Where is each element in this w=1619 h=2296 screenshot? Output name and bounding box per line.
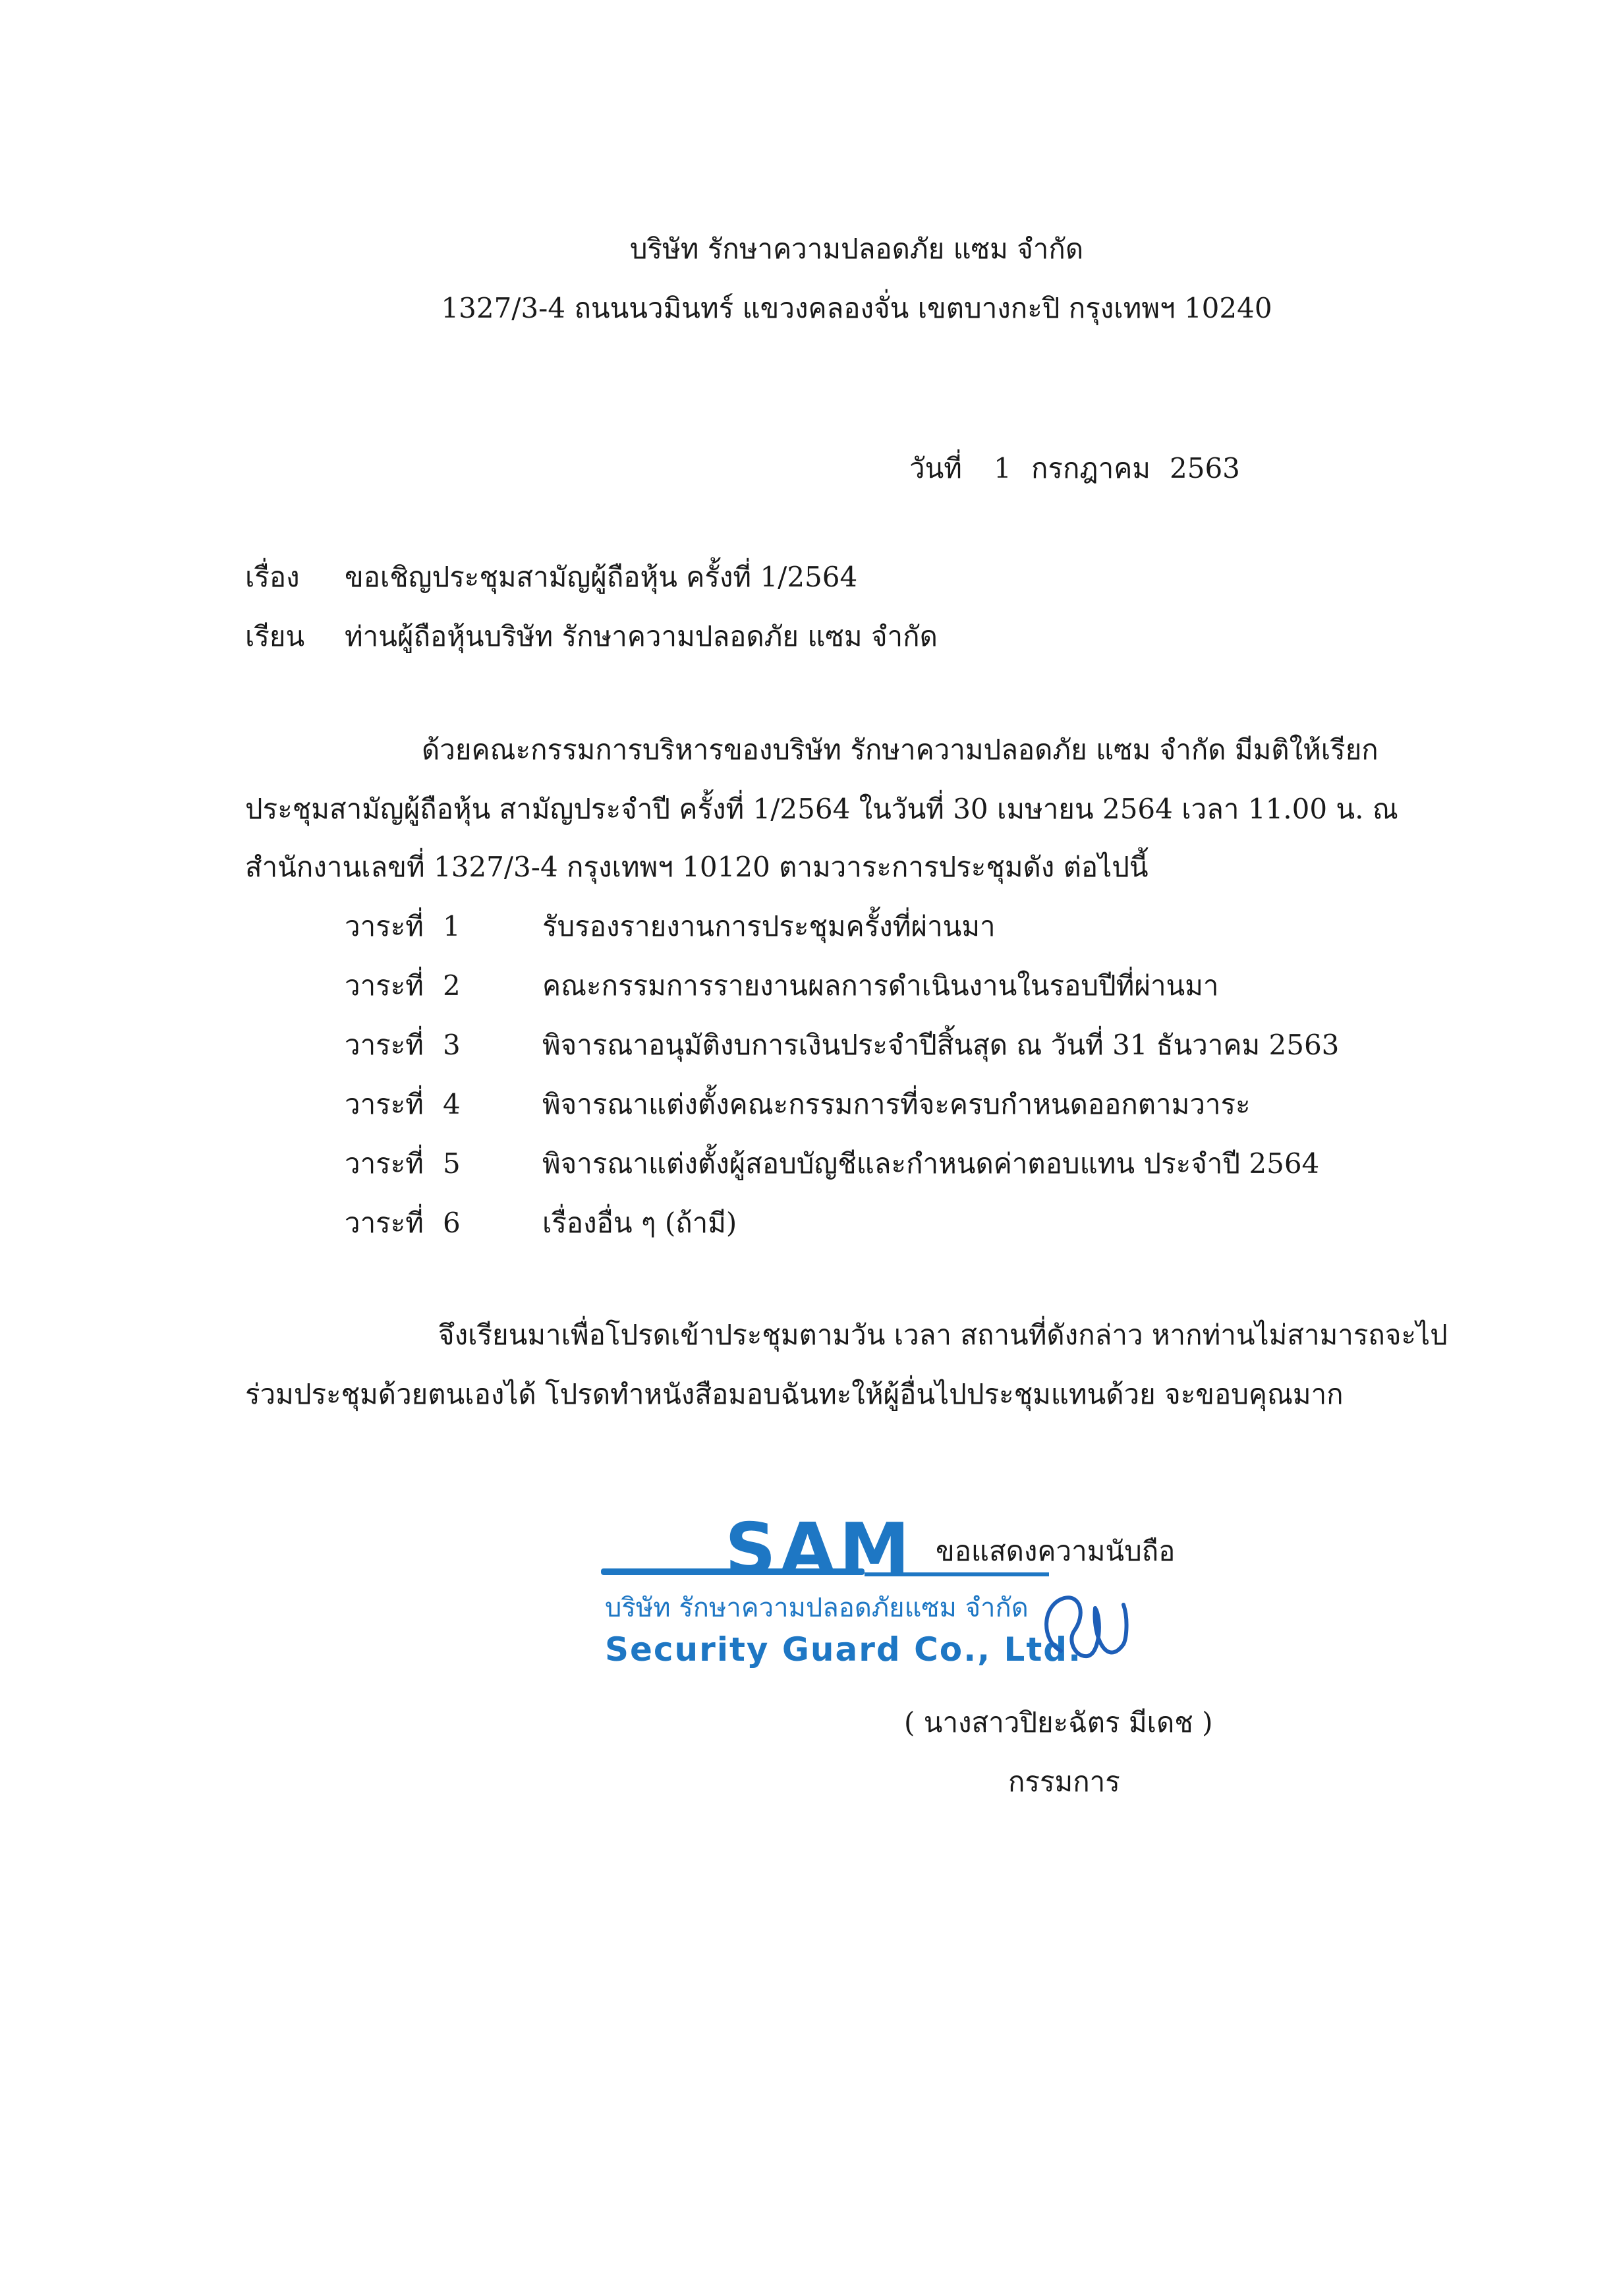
stamp-english-name: Security Guard Co., Ltd. [605, 1630, 1083, 1669]
date-label: วันที่ [909, 452, 962, 484]
agenda-number: 2 [443, 969, 461, 1002]
agenda-label: วาระที่ [345, 1207, 424, 1239]
recipient-label: เรียน [245, 620, 305, 652]
agenda-number: 4 [443, 1088, 461, 1120]
stamp-logo: SAM [725, 1508, 914, 1591]
agenda-label: วาระที่ [345, 1029, 424, 1061]
agenda-label: วาระที่ [345, 910, 424, 942]
company-address: 1327/3-4 ถนนนวมินทร์ แขวงคลองจั่น เขตบางกะปิ กรุงเทพฯ 10240 [441, 292, 1272, 324]
agenda-number: 5 [443, 1147, 461, 1180]
recipient-text: ท่านผู้ถือหุ้นบริษัท รักษาความปลอดภัย แซม จำกัด [345, 620, 938, 652]
regards-text: ขอแสดงความนับถือ [936, 1535, 1176, 1567]
agenda-label: วาระที่ [345, 1147, 424, 1180]
agenda-item-text: คณะกรรมการรายงานผลการดำเนินงานในรอบปีที่ผ่านมา [542, 969, 1219, 1002]
body-paragraph-line: ประชุมสามัญผู้ถือหุ้น สามัญประจำปี ครั้งที่ 1/2564 ในวันที่ 30 เมษายน 2564 เวลา 11.00 น. ณ [245, 793, 1398, 825]
subject-text: ขอเชิญประชุมสามัญผู้ถือหุ้น ครั้งที่ 1/2564 [345, 561, 858, 593]
agenda-item-text: พิจารณาแต่งตั้งคณะกรรมการที่จะครบกำหนดออกตามวาระ [542, 1088, 1251, 1120]
agenda-item-text: เรื่องอื่น ๆ (ถ้ามี) [542, 1207, 737, 1239]
agenda-item-text: พิจารณาอนุมัติงบการเงินประจำปีสิ้นสุด ณ วันที่ 31 ธันวาคม 2563 [542, 1029, 1340, 1061]
date-year: 2563 [1170, 452, 1240, 484]
agenda-label: วาระที่ [345, 1088, 424, 1120]
agenda-number: 3 [443, 1029, 461, 1061]
stamp-thai-name: บริษัท รักษาความปลอดภัยแซม จำกัด [605, 1593, 1029, 1623]
body-paragraph-line: สำนักงานเลขที่ 1327/3-4 กรุงเทพฯ 10120 ตามวาระการประชุมดัง ต่อไปนี้ [245, 851, 1149, 883]
agenda-number: 6 [443, 1207, 461, 1239]
agenda-item-text: รับรองรายงานการประชุมครั้งที่ผ่านมา [542, 910, 996, 942]
agenda-item-text: พิจารณาแต่งตั้งผู้สอบบัญชีและกำหนดค่าตอบแทน ประจำปี 2564 [542, 1147, 1320, 1180]
handwritten-signature [1035, 1578, 1133, 1684]
agenda-number: 1 [443, 910, 461, 942]
body-paragraph-line: ด้วยคณะกรรมการบริหารของบริษัท รักษาความปลอดภัย แซม จำกัด มีมติให้เรียก [422, 733, 1378, 766]
date-month: กรกฎาคม [1031, 452, 1150, 484]
closing-paragraph-line: ร่วมประชุมด้วยตนเองได้ โปรดทำหนังสือมอบฉันทะให้ผู้อื่นไปประชุมแทนด้วย จะขอบคุณมาก [245, 1378, 1344, 1410]
closing-paragraph-line: จึงเรียนมาเพื่อโปรดเข้าประชุมตามวัน เวลา สถานที่ดังกล่าว หากท่านไม่สามารถจะไป [438, 1319, 1448, 1351]
signer-title: กรรมการ [1008, 1765, 1120, 1798]
company-name: บริษัท รักษาความปลอดภัย แซม จำกัด [629, 233, 1084, 265]
date-day: 1 [994, 452, 1011, 484]
subject-label: เรื่อง [245, 561, 300, 593]
agenda-label: วาระที่ [345, 969, 424, 1002]
signer-name: ( นางสาวปิยะฉัตร มีเดช ) [904, 1706, 1213, 1738]
